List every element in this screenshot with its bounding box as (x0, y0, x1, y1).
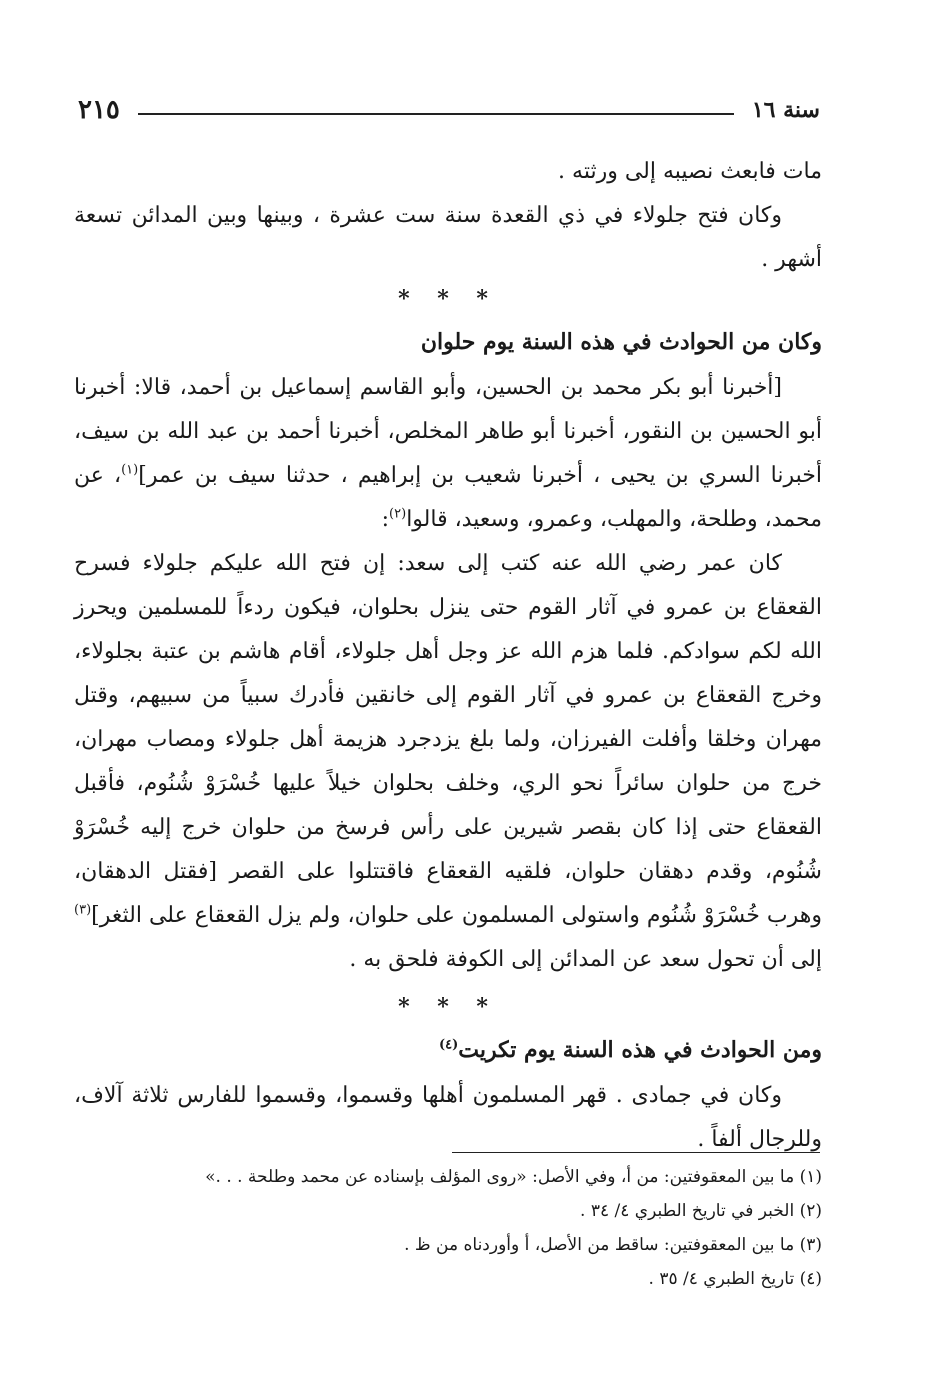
paragraph-3-tail: إلى أن تحول سعد عن المدائن إلى الكوفة فلحق به . (349, 947, 822, 972)
section-heading-tikrit (74, 1026, 822, 1074)
footnotes (74, 1160, 822, 1296)
heading-2-text: ومن الحوادث في هذه السنة يوم تكريت (458, 1037, 822, 1063)
footnote-ref-1: (١) (121, 462, 139, 478)
footnote-2: (٢) الخبر في تاريخ الطبري ٤/ ٣٤ . (580, 1201, 822, 1221)
main-text (74, 150, 822, 1162)
footnote-ref-2: (٢) (389, 506, 407, 522)
section-heading-hulwan: وكان من الحوادث في هذه السنة يوم حلوان (420, 329, 822, 355)
footnote-rule (452, 1152, 820, 1153)
spacer (74, 982, 822, 990)
section-separator-1: * * * (398, 286, 498, 312)
footnote-1: (١) ما بين المعقوفتين: من أ، وفي الأصل: «روى المؤلف بإسناده عن محمد وطلحة . . .» (205, 1167, 822, 1187)
paragraph-2: وكان فتح جلولاء في ذي القعدة سنة ست عشرة ، وبينها وبين المدائن تسعة أشهر . (74, 203, 822, 272)
footnote-ref-4: (٤) (438, 1037, 459, 1053)
isnad-end: : (381, 507, 390, 532)
isnad-paragraph (74, 366, 822, 542)
section-separator-2: * * * (398, 994, 498, 1020)
paragraph-1: مات فابعث نصيبه إلى ورثته . (558, 159, 822, 184)
header-rule (138, 113, 734, 115)
footnote-ref-3: (٣) (74, 902, 92, 918)
running-title: سنة ١٦ (751, 97, 820, 123)
paragraph-4: وكان في جمادى . قهر المسلمون أهلها وقسموا، وقسموا للفارس ثلاثة آلاف، وللرجال ألفاً . (74, 1083, 822, 1152)
isnad-tail: ، عن محمد، وطلحة، والمهلب، وعمرو، وسعيد، قالوا (74, 463, 822, 532)
page-number: ٢١٥ (78, 95, 120, 125)
footnote-4: (٤) تاريخ الطبري ٤/ ٣٥ . (648, 1269, 822, 1289)
paragraph-3-text: كان عمر رضي الله عنه كتب إلى سعد: إن فتح الله عليكم جلولاء فسرح القعقاع بن عمرو في آثار القوم حتى ينزل بحلوان، فيكون ردءاً للمسلمين ويحرز الله لكم سوادكم. فلما هزم الله عز وجل أهل جلولاء، أقام هاشم بن عتبة بجلولاء، وخرج القعقاع بن عمرو في آثار القوم إلى خانقين فأدرك سبياً من سبيهم، وقتل مهران وخلقا وأفلت الفيرزان، ولما بلغ يزدجرد هزيمة أهل جلولاء ومصاب مهران، خرج من حلوان سائراً نحو الري، وخلف بحلوان خيلاً عليها خُسْرَوْ شُنُوم، فأقبل القعقاع حتى إذا كان بقصر شيرين على رأس فرسخ من حلوان خرج إليه خُسْرَوْ شُنُوم، وقدم دهقان حلوان، فلقيه القعقاع فاقتتلوا على القصر [فقتل الدهقان، وهرب خُسْرَوْ شُنُوم واستولى المسلمون على حلوان، ولم يزل القعقاع على الثغر] (74, 551, 822, 928)
running-header (78, 92, 820, 128)
paragraph-3 (74, 542, 822, 982)
footnote-3: (٣) ما بين المعقوفتين: ساقط من الأصل، أ وأوردناه من ظ . (404, 1235, 822, 1255)
isnad-text: [أخبرنا أبو بكر محمد بن الحسين، وأبو القاسم إسماعيل بن أحمد، قالا: أخبرنا أبو الحسين بن النقور، أخبرنا أبو طاهر المخلص، أخبرنا أحمد بن عبد الله بن سيف، أخبرنا السري بن يحيى ، أخبرنا شعيب بن إبراهيم ، حدثنا سيف بن عمر] (74, 375, 822, 488)
